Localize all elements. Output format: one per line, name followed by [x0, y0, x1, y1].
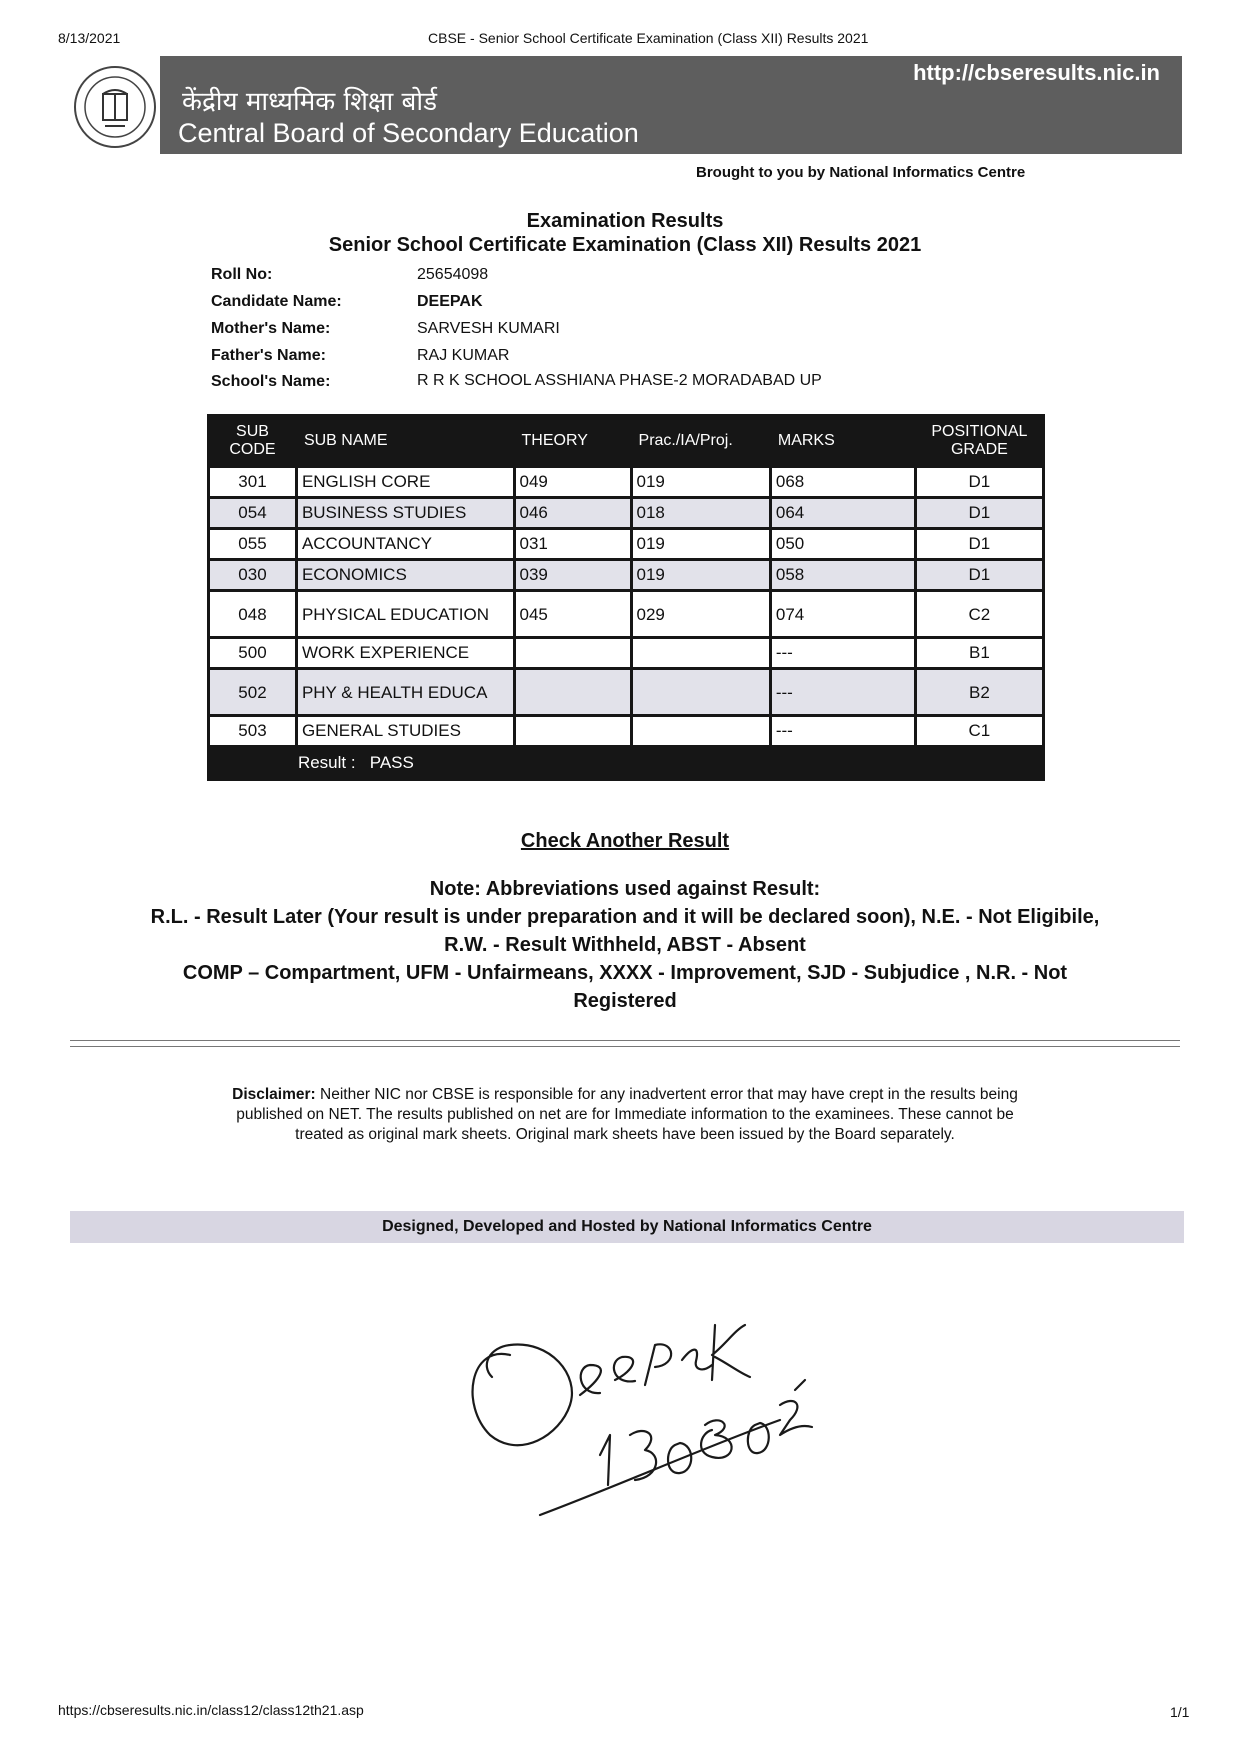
table-row	[210, 670, 1042, 714]
prac-marks: 019	[633, 530, 769, 558]
sub-code: 301	[210, 468, 295, 496]
result-cell	[298, 748, 1042, 778]
positional-grade: D1	[917, 530, 1042, 558]
header-banner	[160, 56, 1182, 154]
table-row	[210, 639, 1042, 667]
positional-grade: C1	[917, 717, 1042, 745]
brought-by-text: Brought to you by National Informatics Centre	[696, 164, 1026, 181]
theory-marks	[516, 717, 630, 745]
total-marks: 064	[772, 499, 914, 527]
positional-grade: C2	[917, 592, 1042, 636]
prac-marks: 029	[633, 592, 769, 636]
header-prac: Prac./IA/Proj.	[638, 432, 733, 449]
total-marks: 068	[772, 468, 914, 496]
header-sub-code: SUB CODE	[229, 423, 276, 458]
total-marks: ---	[772, 670, 914, 714]
results-table-wrapper	[207, 414, 1045, 781]
theory-marks: 039	[516, 561, 630, 589]
mother-name-label: Mother's Name:	[211, 320, 331, 337]
handwritten-signature	[450, 1285, 830, 1535]
sub-name: BUSINESS STUDIES	[298, 499, 513, 527]
board-name-hindi: केंद्रीय माध्यमिक शिक्षा बोर्ड	[182, 87, 438, 117]
father-name-value: RAJ KUMAR	[417, 347, 510, 364]
positional-grade: D1	[917, 499, 1042, 527]
disclaimer-text: Neither NIC nor CBSE is responsible for any inadvertent error that may have crept in the results being published on NET. The results published on net are for Immediate information to the examinees. These cannot be treated as original mark sheets. Original mark sheets have been issued by the Board separately.	[236, 1086, 1018, 1143]
table-row	[210, 468, 1042, 496]
prac-marks: 018	[633, 499, 769, 527]
roll-label: Roll No:	[211, 266, 273, 283]
note-title: Note: Abbreviations used against Result:	[429, 878, 821, 900]
sub-code: 055	[210, 530, 295, 558]
prac-marks	[633, 717, 769, 745]
table-row	[210, 530, 1042, 558]
positional-grade: D1	[917, 468, 1042, 496]
print-date: 8/13/2021	[58, 30, 121, 46]
prac-marks	[633, 639, 769, 667]
result-value: PASS	[369, 753, 414, 772]
mother-name-value: SARVESH KUMARI	[417, 320, 560, 337]
note-line-1: R.L. - Result Later (Your result is under preparation and it will be declared soon), N.E. - Not Eligibile,	[150, 906, 1100, 928]
sub-code: 502	[210, 670, 295, 714]
result-row	[210, 748, 1042, 778]
header-marks: MARKS	[777, 432, 835, 449]
table-row	[210, 592, 1042, 636]
theory-marks: 046	[516, 499, 630, 527]
school-name-value: R R K SCHOOL ASSHIANA PHASE-2 MORADABAD UP	[417, 372, 822, 389]
page-number: 1/1	[1170, 1704, 1190, 1720]
header-sub-name: SUB NAME	[303, 432, 388, 449]
table-row	[210, 499, 1042, 527]
sub-name: PHY & HEALTH EDUCA	[298, 670, 513, 714]
prac-marks: 019	[633, 561, 769, 589]
result-spacer	[210, 748, 295, 778]
exam-subheading: Senior School Certificate Examination (Class XII) Results 2021	[328, 234, 922, 256]
disclaimer	[210, 1085, 1040, 1145]
results-table	[207, 414, 1045, 781]
note-line-4: Registered	[573, 990, 677, 1012]
total-marks: 074	[772, 592, 914, 636]
theory-marks: 049	[516, 468, 630, 496]
note-line-3: COMP – Compartment, UFM - Unfairmeans, XXXX - Improvement, SJD - Subjudice , N.R. - Not	[182, 962, 1068, 984]
header-positional-grade: POSITIONAL GRADE	[931, 423, 1028, 458]
sub-code: 500	[210, 639, 295, 667]
sub-code: 030	[210, 561, 295, 589]
table-header-row	[210, 417, 1042, 465]
exam-heading: Examination Results	[526, 210, 724, 232]
footer-band: Designed, Developed and Hosted by National Informatics Centre	[70, 1211, 1184, 1243]
total-marks: 058	[772, 561, 914, 589]
school-name-label: School's Name:	[211, 373, 331, 390]
theory-marks	[516, 639, 630, 667]
positional-grade: B1	[917, 639, 1042, 667]
theory-marks	[516, 670, 630, 714]
result-label: Result :	[297, 753, 356, 772]
print-title: CBSE - Senior School Certificate Examination (Class XII) Results 2021	[428, 30, 869, 46]
theory-marks: 045	[516, 592, 630, 636]
positional-grade: D1	[917, 561, 1042, 589]
total-marks: 050	[772, 530, 914, 558]
page-url: https://cbseresults.nic.in/class12/class12th21.asp	[58, 1702, 364, 1718]
site-url: http://cbseresults.nic.in	[913, 60, 1160, 85]
sub-code: 048	[210, 592, 295, 636]
prac-marks: 019	[633, 468, 769, 496]
total-marks: ---	[772, 639, 914, 667]
sub-code: 054	[210, 499, 295, 527]
cbse-logo-icon	[72, 64, 158, 150]
check-another-result-link[interactable]: Check Another Result	[520, 830, 730, 852]
header-theory: THEORY	[521, 432, 588, 449]
theory-marks: 031	[516, 530, 630, 558]
sub-name: ACCOUNTANCY	[298, 530, 513, 558]
table-row	[210, 561, 1042, 589]
father-name-label: Father's Name:	[211, 347, 326, 364]
roll-value: 25654098	[417, 266, 489, 283]
disclaimer-label: Disclaimer:	[232, 1086, 316, 1103]
separator-line	[70, 1040, 1180, 1041]
note-line-2: R.W. - Result Withheld, ABST - Absent	[444, 934, 806, 956]
candidate-name-value: DEEPAK	[417, 293, 483, 310]
candidate-name-label: Candidate Name:	[211, 293, 342, 310]
sub-name: GENERAL STUDIES	[298, 717, 513, 745]
prac-marks	[633, 670, 769, 714]
separator-line	[70, 1046, 1180, 1047]
table-row	[210, 717, 1042, 745]
sub-code: 503	[210, 717, 295, 745]
sub-name: WORK EXPERIENCE	[298, 639, 513, 667]
sub-name: PHYSICAL EDUCATION	[298, 592, 513, 636]
sub-name: ECONOMICS	[298, 561, 513, 589]
sub-name: ENGLISH CORE	[298, 468, 513, 496]
positional-grade: B2	[917, 670, 1042, 714]
board-name-english: Central Board of Secondary Education	[178, 118, 639, 148]
total-marks: ---	[772, 717, 914, 745]
